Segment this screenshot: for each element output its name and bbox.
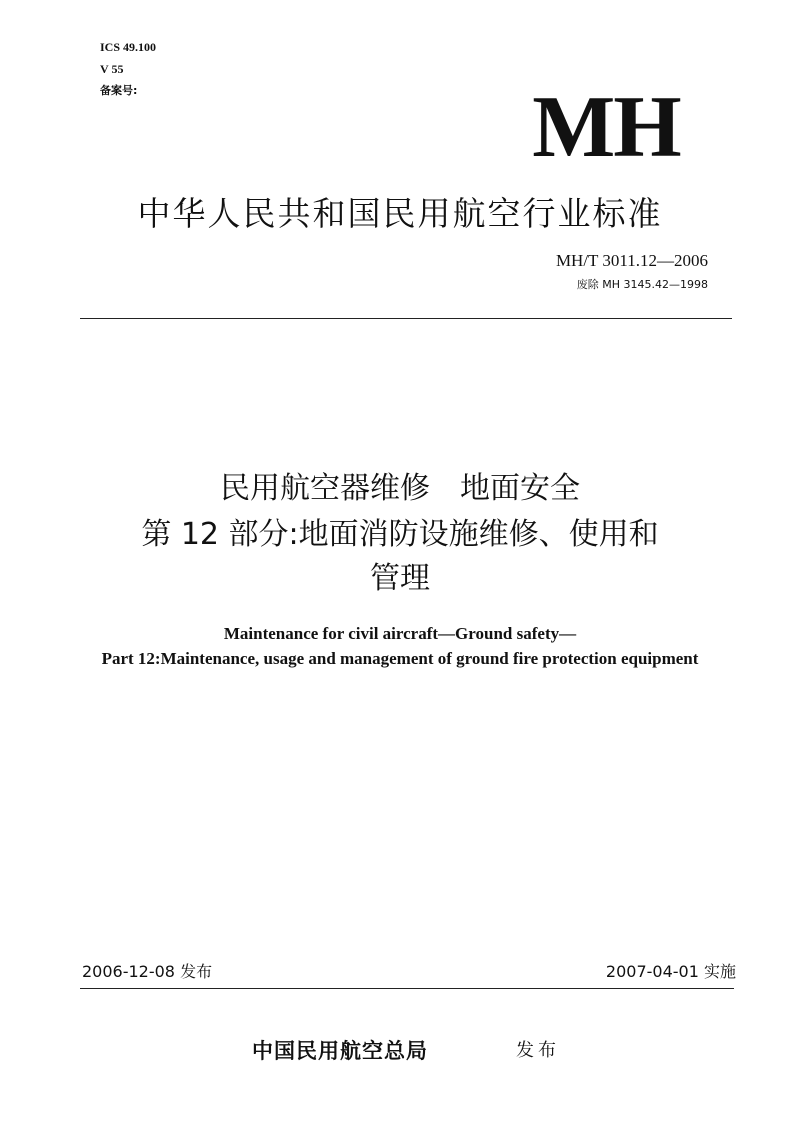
english-title-line-2: Part 12:Maintenance, usage and management of ground fire protection equipment [101,649,699,668]
standard-number: MH/T 3011.12—2006 [555,251,708,270]
english-title-line-1: Maintenance for civil aircraft—Ground safety— [223,624,577,643]
publisher-name: 中国民用航空总局 [252,1039,428,1063]
classification-code: V 55 [100,62,124,76]
chinese-title-line-1: 民用航空器维修 地面安全 [220,471,580,506]
replaces-note: 废除 MH 3145.42—1998 [576,278,708,291]
implementation-date: 2007-04-01 实施 [605,962,736,981]
record-number-label: 备案号: [100,84,138,97]
bottom-divider [80,988,734,989]
chinese-title-line-2: 第 12 部分:地面消防设施维修、使用和 [141,517,659,552]
top-divider [80,318,732,319]
chinese-title-line-3: 管理 [370,561,430,596]
ics-code: ICS 49.100 [100,40,157,54]
publish-label: 发布 [516,1040,560,1061]
issue-date: 2006-12-08 发布 [82,962,213,981]
mh-logo: MH [532,79,680,176]
standard-category-title: 中华人民共和国民用航空行业标准 [137,194,663,233]
